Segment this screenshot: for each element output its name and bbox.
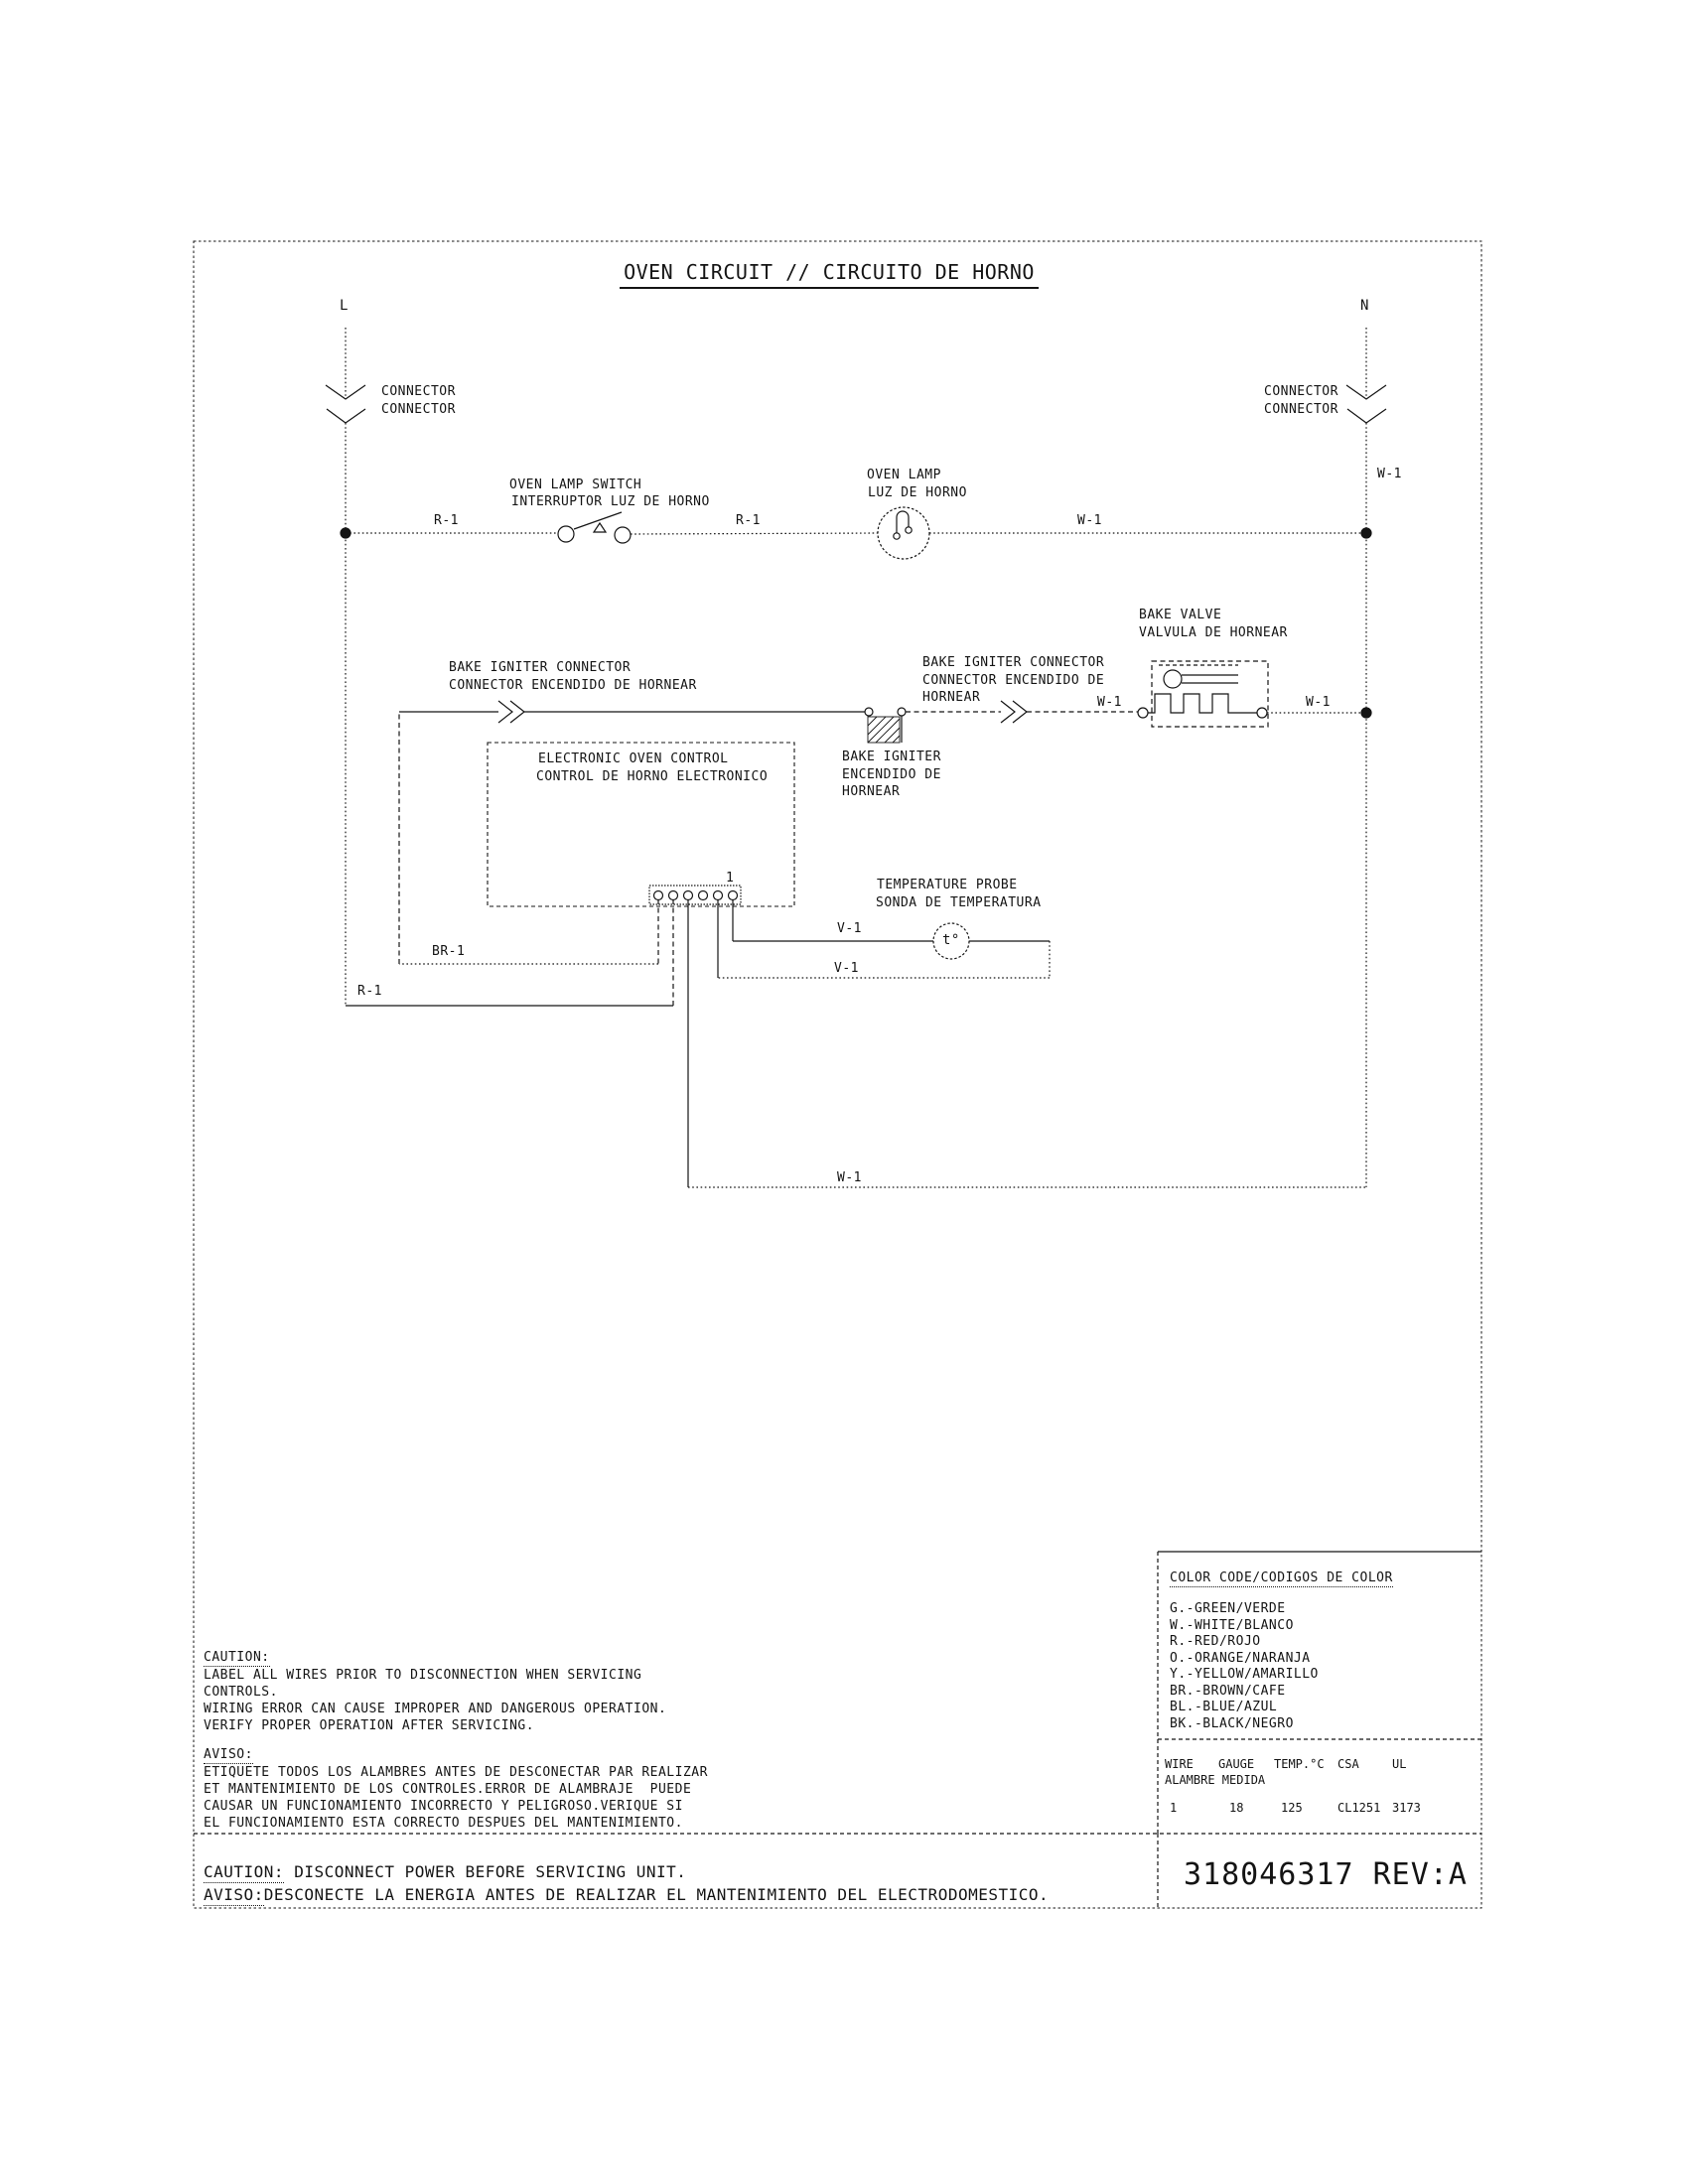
terminal [654, 891, 663, 900]
footer-aviso-text: DESCONECTE LA ENERGIA ANTES DE REALIZAR EL MANTENIMIENTO DEL ELECTRODOMESTICO. [263, 1885, 1050, 1904]
color-code-entry: BK.-BLACK/NEGRO [1170, 1716, 1294, 1731]
line-label: L [340, 298, 349, 314]
wire-table-header: CSA [1337, 1757, 1359, 1771]
wire-table-header: TEMP.°C [1274, 1757, 1325, 1771]
connector-chevron-icon [498, 701, 512, 723]
lamp-switch-label: OVEN LAMP SWITCH [509, 478, 642, 492]
wire-table-cell: 18 [1229, 1801, 1244, 1815]
part-number: 318046317 REV:A [1184, 1857, 1468, 1892]
aviso-line: EL FUNCIONAMIENTO ESTA CORRECTO DESPUES DEL MANTENIMIENTO. [204, 1816, 683, 1831]
color-code-entry: O.-ORANGE/NARANJA [1170, 1651, 1311, 1666]
aviso-line: ETIQUETE TODOS LOS ALAMBRES ANTES DE DESCONECTAR PAR REALIZAR [204, 1765, 708, 1780]
caution-line: LABEL ALL WIRES PRIOR TO DISCONNECTION WHEN SERVICING [204, 1668, 642, 1683]
wire-w1 [688, 899, 1366, 1187]
wire-label-w1: W-1 [1306, 695, 1331, 710]
right-connector-label: CONNECTOR [1264, 402, 1338, 417]
page-title [596, 260, 1062, 289]
right-rail [1346, 328, 1386, 1187]
page-title-text: OVEN CIRCUIT // CIRCUITO DE HORNO [620, 260, 1039, 289]
terminal [699, 891, 708, 900]
wire-label-w1: W-1 [1097, 695, 1122, 710]
wire-label-w1: W-1 [1377, 467, 1402, 481]
bake-igniter-icon [865, 708, 906, 743]
wire-table-cell: 125 [1281, 1801, 1303, 1815]
left-connector-label: CONNECTOR [381, 384, 456, 399]
eoc-label-es: CONTROL DE HORNO ELECTRONICO [536, 769, 769, 784]
caution-line: VERIFY PROPER OPERATION AFTER SERVICING. [204, 1718, 535, 1733]
bake-valve-icon [1138, 661, 1361, 727]
igniter-connector2-label: BAKE IGNITER CONNECTOR [922, 655, 1105, 670]
wire-label-r1: R-1 [434, 513, 459, 528]
wire-table-header: WIRE [1165, 1757, 1194, 1771]
color-code-entry: G.-GREEN/VERDE [1170, 1601, 1286, 1616]
igniter-connector1-label-es: CONNECTOR ENCENDIDO DE HORNEAR [449, 678, 697, 693]
color-code-heading: COLOR CODE/CODIGOS DE COLOR [1170, 1570, 1393, 1585]
bake-igniter-label: BAKE IGNITER [842, 750, 941, 764]
color-code-entry: BR.-BROWN/CAFE [1170, 1684, 1286, 1699]
aviso-heading: AVISO: [204, 1747, 253, 1762]
wire-r1 [346, 899, 673, 1006]
terminal-number: 1 [726, 871, 735, 886]
footer-aviso-heading: AVISO: [204, 1885, 264, 1904]
lamp-switch-icon [558, 512, 631, 543]
wire-label-br1: BR-1 [432, 944, 466, 959]
left-rail [326, 328, 365, 1006]
connector-chevron-icon [1001, 701, 1015, 723]
color-code-entry: Y.-YELLOW/AMARILLO [1170, 1667, 1319, 1682]
igniter-connector2-label: HORNEAR [922, 690, 981, 705]
terminal [729, 891, 738, 900]
bake-igniter-label: ENCENDIDO DE [842, 767, 941, 782]
oven-lamp-icon [878, 507, 929, 559]
wire-table-cell: 3173 [1392, 1801, 1421, 1815]
terminal [669, 891, 678, 900]
probe-symbol: t° [942, 932, 960, 948]
temperature-probe-label: TEMPERATURE PROBE [877, 878, 1018, 892]
wire-table-header: GAUGE [1218, 1757, 1255, 1771]
terminal [714, 891, 723, 900]
oven-lamp-label-es: LUZ DE HORNO [868, 485, 967, 500]
wire-label-w1: W-1 [1077, 513, 1102, 528]
wire-label-v1: V-1 [837, 921, 862, 936]
footer-caution-text: DISCONNECT POWER BEFORE SERVICING UNIT. [284, 1862, 687, 1881]
connector-chevron-icon [1347, 409, 1386, 423]
right-connector-label: CONNECTOR [1264, 384, 1338, 399]
bake-valve-label-es: VALVULA DE HORNEAR [1139, 625, 1288, 640]
wire-label-v1: V-1 [834, 961, 859, 976]
junction-dot [1361, 528, 1371, 538]
color-code-entry: W.-WHITE/BLANCO [1170, 1618, 1294, 1633]
footer-caution [204, 1862, 686, 1882]
bake-valve-label: BAKE VALVE [1139, 608, 1222, 622]
aviso-line: ET MANTENIMIENTO DE LOS CONTROLES.ERROR DE ALAMBRAJE PUEDE [204, 1782, 692, 1797]
footer-caution-heading: CAUTION: [204, 1862, 285, 1881]
aviso-line: CAUSAR UN FUNCIONAMIENTO INCORRECTO Y PELIGROSO.VERIQUE SI [204, 1799, 683, 1814]
wire-table-cell: 1 [1170, 1801, 1178, 1815]
wire-table-header2: ALAMBRE MEDIDA [1165, 1773, 1266, 1787]
caution-line: WIRING ERROR CAN CAUSE IMPROPER AND DANGEROUS OPERATION. [204, 1702, 667, 1716]
bake-igniter-line [399, 701, 1138, 743]
wire-table-header: UL [1392, 1757, 1407, 1771]
wire-label-r1: R-1 [357, 984, 382, 999]
left-connector-label: CONNECTOR [381, 402, 456, 417]
wire-table-cell: CL1251 [1337, 1801, 1381, 1815]
caution-heading: CAUTION: [204, 1650, 270, 1665]
temperature-probe-label-es: SONDA DE TEMPERATURA [876, 895, 1042, 910]
oven-lamp-line [346, 507, 1361, 559]
connector-chevron-icon [327, 409, 365, 423]
oven-lamp-label: OVEN LAMP [867, 468, 941, 482]
lamp-switch-label-es: INTERRUPTOR LUZ DE HORNO [511, 494, 710, 509]
wire-label-w1: W-1 [837, 1170, 862, 1185]
eoc-label: ELECTRONIC OVEN CONTROL [538, 751, 729, 766]
bake-igniter-label: HORNEAR [842, 784, 901, 799]
neutral-label: N [1360, 298, 1369, 314]
wire-br1 [399, 712, 658, 964]
terminal [684, 891, 693, 900]
wire-label-r1: R-1 [736, 513, 761, 528]
igniter-connector2-label: CONNECTOR ENCENDIDO DE [922, 673, 1105, 688]
igniter-connector1-label: BAKE IGNITER CONNECTOR [449, 660, 632, 675]
color-code-entry: BL.-BLUE/AZUL [1170, 1700, 1278, 1714]
caution-line: CONTROLS. [204, 1685, 278, 1700]
color-code-entry: R.-RED/ROJO [1170, 1634, 1261, 1649]
footer-aviso [204, 1885, 1049, 1905]
junction-dot [1361, 708, 1371, 718]
